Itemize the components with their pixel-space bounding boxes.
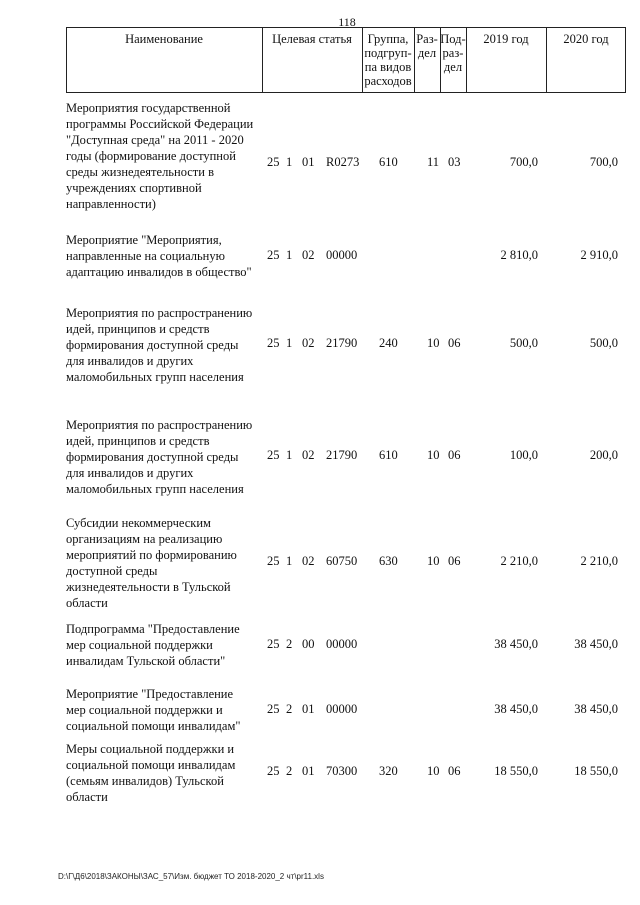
cell-2019: 18 550,0: [494, 764, 538, 778]
cell-2020: 18 550,0: [574, 764, 618, 778]
header-2019: 2019 год: [483, 32, 529, 46]
page-number: 118: [338, 15, 356, 29]
cell-podrazdel: 06: [448, 336, 461, 350]
cell-2020: 2 210,0: [580, 554, 618, 568]
cell-direction: 00000: [326, 248, 358, 262]
cell-direction: 21790: [326, 336, 358, 350]
cell-subprogram: 1: [286, 248, 293, 262]
row-name: Мероприятие "Мероприятия, направленные на социальную адаптацию инвалидов в общество": [66, 233, 252, 279]
cell-event: 00: [302, 637, 315, 651]
cell-subprogram: 1: [286, 448, 293, 462]
header-name: Наименование: [125, 32, 203, 46]
row-name: Мероприятия государственной программы Российской Федерации "Доступная среда" на 2011 - 2020 годы (формирование доступной среды жизнедеятельности в учреждениях спортивной направленности): [66, 101, 254, 211]
cell-subprogram: 1: [286, 554, 293, 568]
header-podrazdel: Под- раз- дел: [440, 32, 466, 74]
cell-subprogram: 2: [286, 764, 293, 778]
cell-podrazdel: 03: [448, 155, 461, 169]
row-name: Подпрограмма "Предоставление мер социальной поддержки инвалидам Тульской области": [66, 622, 240, 668]
cell-group: 320: [379, 764, 398, 778]
cell-event: 02: [302, 554, 315, 568]
cell-razdel: 10: [427, 764, 440, 778]
cell-2019: 500,0: [509, 336, 538, 350]
cell-podrazdel: 06: [448, 764, 461, 778]
cell-razdel: 11: [427, 155, 440, 169]
cell-program: 25: [267, 448, 280, 462]
cell-2020: 38 450,0: [574, 637, 618, 651]
cell-event: 01: [302, 764, 315, 778]
cell-subprogram: 1: [286, 155, 293, 169]
cell-program: 25: [267, 702, 280, 716]
cell-direction: 70300: [326, 764, 358, 778]
cell-2020: 700,0: [589, 155, 618, 169]
cell-subprogram: 2: [286, 637, 293, 651]
cell-group: 630: [379, 554, 398, 568]
cell-event: 01: [302, 702, 315, 716]
cell-razdel: 10: [427, 448, 440, 462]
cell-2020: 500,0: [589, 336, 618, 350]
header-razdel: Раз- дел: [416, 32, 438, 60]
cell-podrazdel: 06: [448, 448, 461, 462]
cell-direction: 00000: [326, 702, 358, 716]
cell-direction: 60750: [326, 554, 358, 568]
cell-program: 25: [267, 764, 280, 778]
cell-program: 25: [267, 248, 280, 262]
header-2020: 2020 год: [563, 32, 609, 46]
cell-event: 02: [302, 336, 315, 350]
cell-event: 02: [302, 448, 315, 462]
cell-2020: 2 910,0: [580, 248, 618, 262]
cell-podrazdel: 06: [448, 554, 461, 568]
cell-direction: R0273: [326, 155, 360, 169]
cell-program: 25: [267, 155, 280, 169]
file-path-footer: D:\Г\Д6\2018\ЗАКОНЫ\ЗАС_57\Изм. бюджет ТО 2018-2020_2 чт\pr11.xls: [58, 872, 324, 881]
cell-2020: 200,0: [589, 448, 618, 462]
row-name: Мероприятия по распространению идей, принципов и средств формирования доступной среды для инвалидов и других маломобильных групп населения: [66, 418, 253, 496]
cell-direction: 00000: [326, 637, 358, 651]
cell-group: 610: [379, 155, 398, 169]
table-header: [66, 27, 626, 93]
cell-direction: 21790: [326, 448, 358, 462]
row-name: Субсидии некоммерческим организациям на реализацию мероприятий по формированию доступной среды жизнедеятельности в Тульской области: [66, 516, 237, 610]
cell-razdel: 10: [427, 554, 440, 568]
cell-event: 02: [302, 248, 315, 262]
cell-event: 01: [302, 155, 315, 169]
cell-program: 25: [267, 336, 280, 350]
header-target: Целевая статья: [272, 32, 352, 46]
cell-razdel: 10: [427, 336, 440, 350]
cell-program: 25: [267, 637, 280, 651]
cell-subprogram: 2: [286, 702, 293, 716]
cell-2019: 38 450,0: [494, 702, 538, 716]
cell-2019: 700,0: [509, 155, 538, 169]
cell-group: 610: [379, 448, 398, 462]
cell-program: 25: [267, 554, 280, 568]
cell-2020: 38 450,0: [574, 702, 618, 716]
cell-2019: 38 450,0: [494, 637, 538, 651]
row-name: Меры социальной поддержки и социальной помощи инвалидам (семьям инвалидов) Тульской области: [66, 742, 236, 804]
row-name: Мероприятия по распространению идей, принципов и средств формирования доступной среды для инвалидов и других маломобильных групп населения: [66, 306, 253, 384]
cell-subprogram: 1: [286, 336, 293, 350]
cell-2019: 100,0: [509, 448, 538, 462]
cell-2019: 2 210,0: [500, 554, 538, 568]
row-name: Мероприятие "Предоставление мер социальной поддержки и социальной помощи инвалидам": [66, 687, 241, 733]
cell-2019: 2 810,0: [500, 248, 538, 262]
header-group: Группа, подгруп- па видов расходов: [364, 32, 412, 88]
cell-group: 240: [379, 336, 398, 350]
